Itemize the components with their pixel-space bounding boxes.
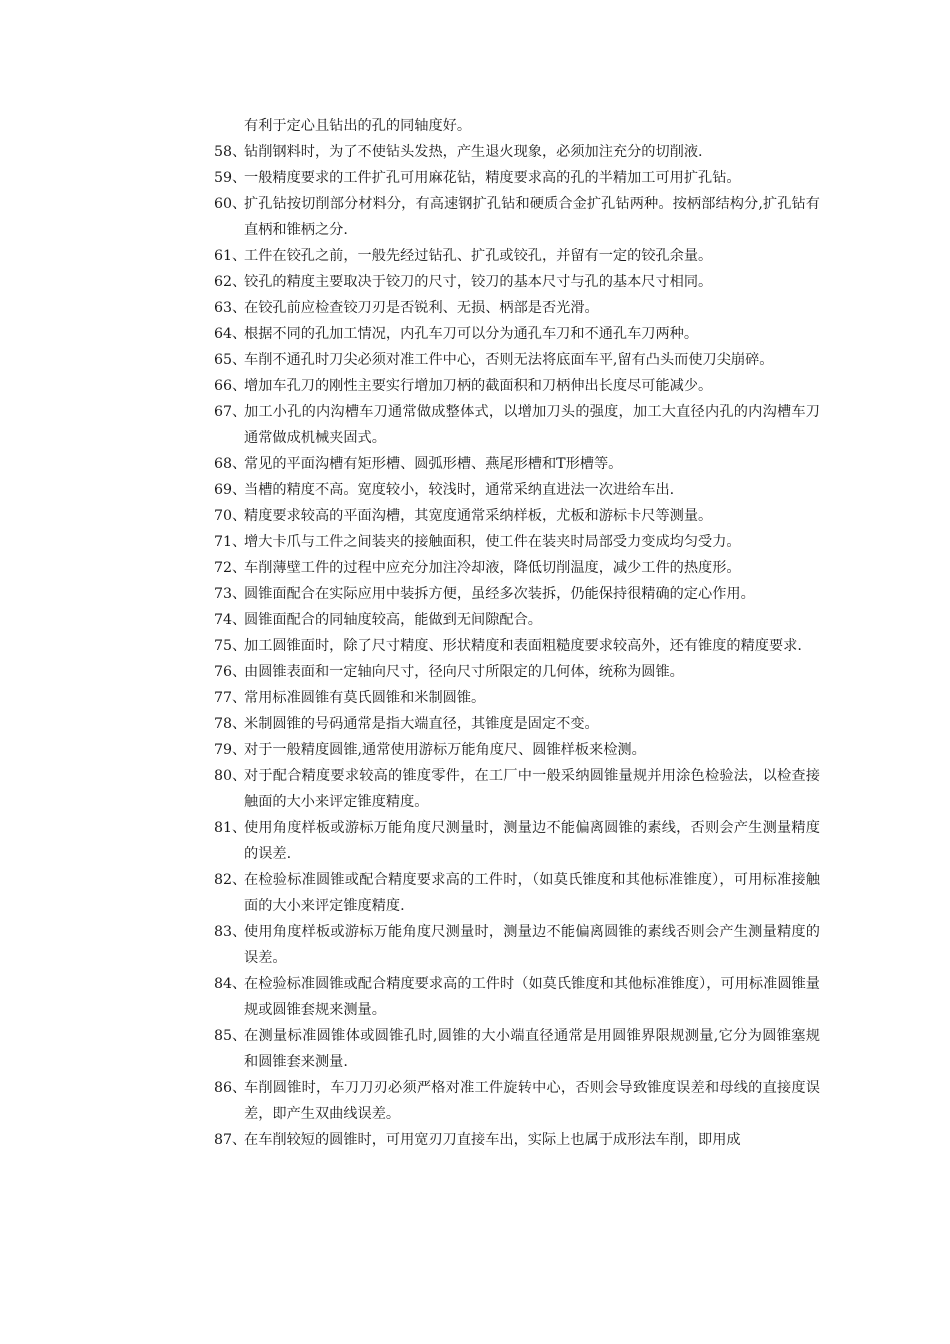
item-number: 65、 — [214, 352, 247, 368]
list-item — [214, 659, 820, 685]
list-item — [214, 321, 820, 347]
item-text: 在测量标准圆锥体或圆锥孔时,圆锥的大小端直径通常是用圆锥界限规测量,它分为圆锥塞规和圆锥套来测量. — [244, 1028, 820, 1070]
list-item — [214, 269, 820, 295]
list-item — [214, 1127, 820, 1153]
item-text: 根据不同的孔加工情况，内孔车刀可以分为通孔车刀和不通孔车刀两种。 — [244, 326, 699, 342]
item-text: 圆锥面配合的同轴度较高，能做到无间隙配合。 — [244, 612, 542, 628]
item-number: 66、 — [214, 378, 247, 394]
item-text: 扩孔钻按切削部分材料分，有高速钢扩孔钻和硬质合金扩孔钻两种。按柄部结构分,扩孔钻有直柄和锥柄之分. — [244, 196, 820, 238]
list-item — [214, 867, 820, 919]
item-number: 68、 — [214, 456, 247, 472]
item-text: 对于一般精度圆锥,通常使用游标万能角度尺、圆锥样板来检测。 — [244, 742, 646, 758]
item-number: 80、 — [214, 768, 247, 784]
list-item — [214, 399, 820, 451]
item-number: 74、 — [214, 612, 247, 628]
list-item — [214, 503, 820, 529]
item-number: 63、 — [214, 300, 247, 316]
item-number: 64、 — [214, 326, 247, 342]
list-item — [214, 1075, 820, 1127]
item-text: 在检验标准圆锥或配合精度要求高的工件时，（如莫氏锥度和其他标准锥度），可用标准接触面的大小来评定锥度精度. — [244, 872, 820, 914]
item-text: 在铰孔前应检查铰刀刃是否锐利、无损、柄部是否光滑。 — [244, 300, 599, 316]
item-number: 61、 — [214, 248, 247, 264]
item-text: 车削圆锥时，车刀刀刃必须严格对准工件旋转中心，否则会导致锥度误差和母线的直接度误差，即产生双曲线误差。 — [244, 1080, 820, 1122]
item-text: 圆锥面配合在实际应用中装拆方便，虽经多次装拆，仍能保持很精确的定心作用。 — [244, 586, 755, 602]
item-text: 米制圆锥的号码通常是指大端直径，其锥度是固定不变。 — [244, 716, 599, 732]
item-text: 使用角度样板或游标万能角度尺测量时，测量边不能偏离圆锥的素线，否则会产生测量精度的误差. — [244, 820, 820, 862]
continuation-line: 有利于定心且钻出的孔的同轴度好。 — [244, 118, 472, 134]
item-number: 62、 — [214, 274, 247, 290]
item-text: 钻削钢料时，为了不使钻头发热，产生退火现象，必须加注充分的切削液. — [244, 144, 703, 160]
item-number: 77、 — [214, 690, 247, 706]
item-number: 82、 — [214, 872, 247, 888]
list-item — [214, 737, 820, 763]
item-text: 一般精度要求的工件扩孔可用麻花钻，精度要求高的孔的半精加工可用扩孔钻。 — [244, 170, 741, 186]
item-text: 增加车孔刀的刚性主要实行增加刀柄的截面积和刀柄伸出长度尽可能减少。 — [244, 378, 713, 394]
item-number: 87、 — [214, 1132, 247, 1148]
item-text: 在车削较短的圆锥时，可用宽刃刀直接车出，实际上也属于成形法车削，即用成 — [244, 1132, 741, 1148]
item-number: 79、 — [214, 742, 247, 758]
list-item — [214, 815, 820, 867]
list-item — [214, 165, 820, 191]
list-item — [214, 529, 820, 555]
item-text: 在检验标准圆锥或配合精度要求高的工件时（如莫氏锥度和其他标准锥度），可用标准圆锥量规或圆锥套规来测量。 — [244, 976, 820, 1018]
list-item — [214, 347, 820, 373]
item-text: 精度要求较高的平面沟槽，其宽度通常采纳样板，尤板和游标卡尺等测量。 — [244, 508, 713, 524]
item-number: 59、 — [214, 170, 247, 186]
item-number: 67、 — [214, 404, 247, 420]
list-item — [214, 295, 820, 321]
item-number: 71、 — [214, 534, 247, 550]
item-text: 加工圆锥面时，除了尺寸精度、形状精度和表面粗糙度要求较高外，还有锥度的精度要求. — [244, 638, 802, 654]
list-item — [214, 1023, 820, 1075]
item-text: 由圆锥表面和一定轴向尺寸，径向尺寸所限定的几何体，统称为圆锥。 — [244, 664, 684, 680]
item-text: 增大卡爪与工件之间装夹的接触面积，使工件在装夹时局部受力变成均匀受力。 — [244, 534, 741, 550]
list-item — [214, 451, 820, 477]
list-item — [214, 763, 820, 815]
item-text: 使用角度样板或游标万能角度尺测量时，测量边不能偏离圆锥的素线否则会产生测量精度的误差。 — [244, 924, 820, 966]
item-text: 常用标准圆锥有莫氏圆锥和米制圆锥。 — [244, 690, 486, 706]
item-number: 76、 — [214, 664, 247, 680]
item-text: 对于配合精度要求较高的锥度零件，在工厂中一般采纳圆锥量规并用涂色检验法，以检查接触面的大小来评定锥度精度。 — [244, 768, 820, 810]
list-item — [214, 971, 820, 1023]
item-number: 60、 — [214, 196, 247, 212]
list-item — [214, 607, 820, 633]
item-number: 85、 — [214, 1028, 247, 1044]
item-number: 70、 — [214, 508, 247, 524]
list-item — [214, 581, 820, 607]
list-item — [214, 191, 820, 243]
item-number: 72、 — [214, 560, 247, 576]
item-number: 86、 — [214, 1080, 247, 1096]
list-item — [214, 711, 820, 737]
item-number: 83、 — [214, 924, 247, 940]
item-text: 加工小孔的内沟槽车刀通常做成整体式，以增加刀头的强度，加工大直径内孔的内沟槽车刀通常做成机械夹固式。 — [244, 404, 820, 446]
list-item — [214, 919, 820, 971]
item-number: 75、 — [214, 638, 247, 654]
item-number: 69、 — [214, 482, 247, 498]
item-number: 73、 — [214, 586, 247, 602]
item-text: 车削薄壁工件的过程中应充分加注冷却液，降低切削温度，减少工件的热度形。 — [244, 560, 741, 576]
item-text: 车削不通孔时刀尖必须对准工件中心，否则无法将底面车平,留有凸头而使刀尖崩碎。 — [244, 352, 774, 368]
item-number: 58、 — [214, 144, 247, 160]
item-text: 常见的平面沟槽有矩形槽、圆弧形槽、燕尾形槽和T形槽等。 — [244, 456, 623, 472]
list-item — [214, 477, 820, 503]
item-text: 铰孔的精度主要取决于铰刀的尺寸，铰刀的基本尺寸与孔的基本尺寸相同。 — [244, 274, 713, 290]
item-text: 当槽的精度不高。宽度较小，较浅时，通常采纳直进法一次进给车出. — [244, 482, 675, 498]
question-list — [214, 139, 820, 1153]
item-number: 84、 — [214, 976, 247, 992]
item-number: 78、 — [214, 716, 247, 732]
list-item — [214, 139, 820, 165]
list-item — [214, 243, 820, 269]
list-item — [214, 685, 820, 711]
list-item — [214, 633, 820, 659]
list-item — [214, 373, 820, 399]
item-number: 81、 — [214, 820, 247, 836]
list-item — [214, 555, 820, 581]
item-text: 工件在铰孔之前，一般先经过钻孔、扩孔或铰孔，并留有一定的铰孔余量。 — [244, 248, 713, 264]
